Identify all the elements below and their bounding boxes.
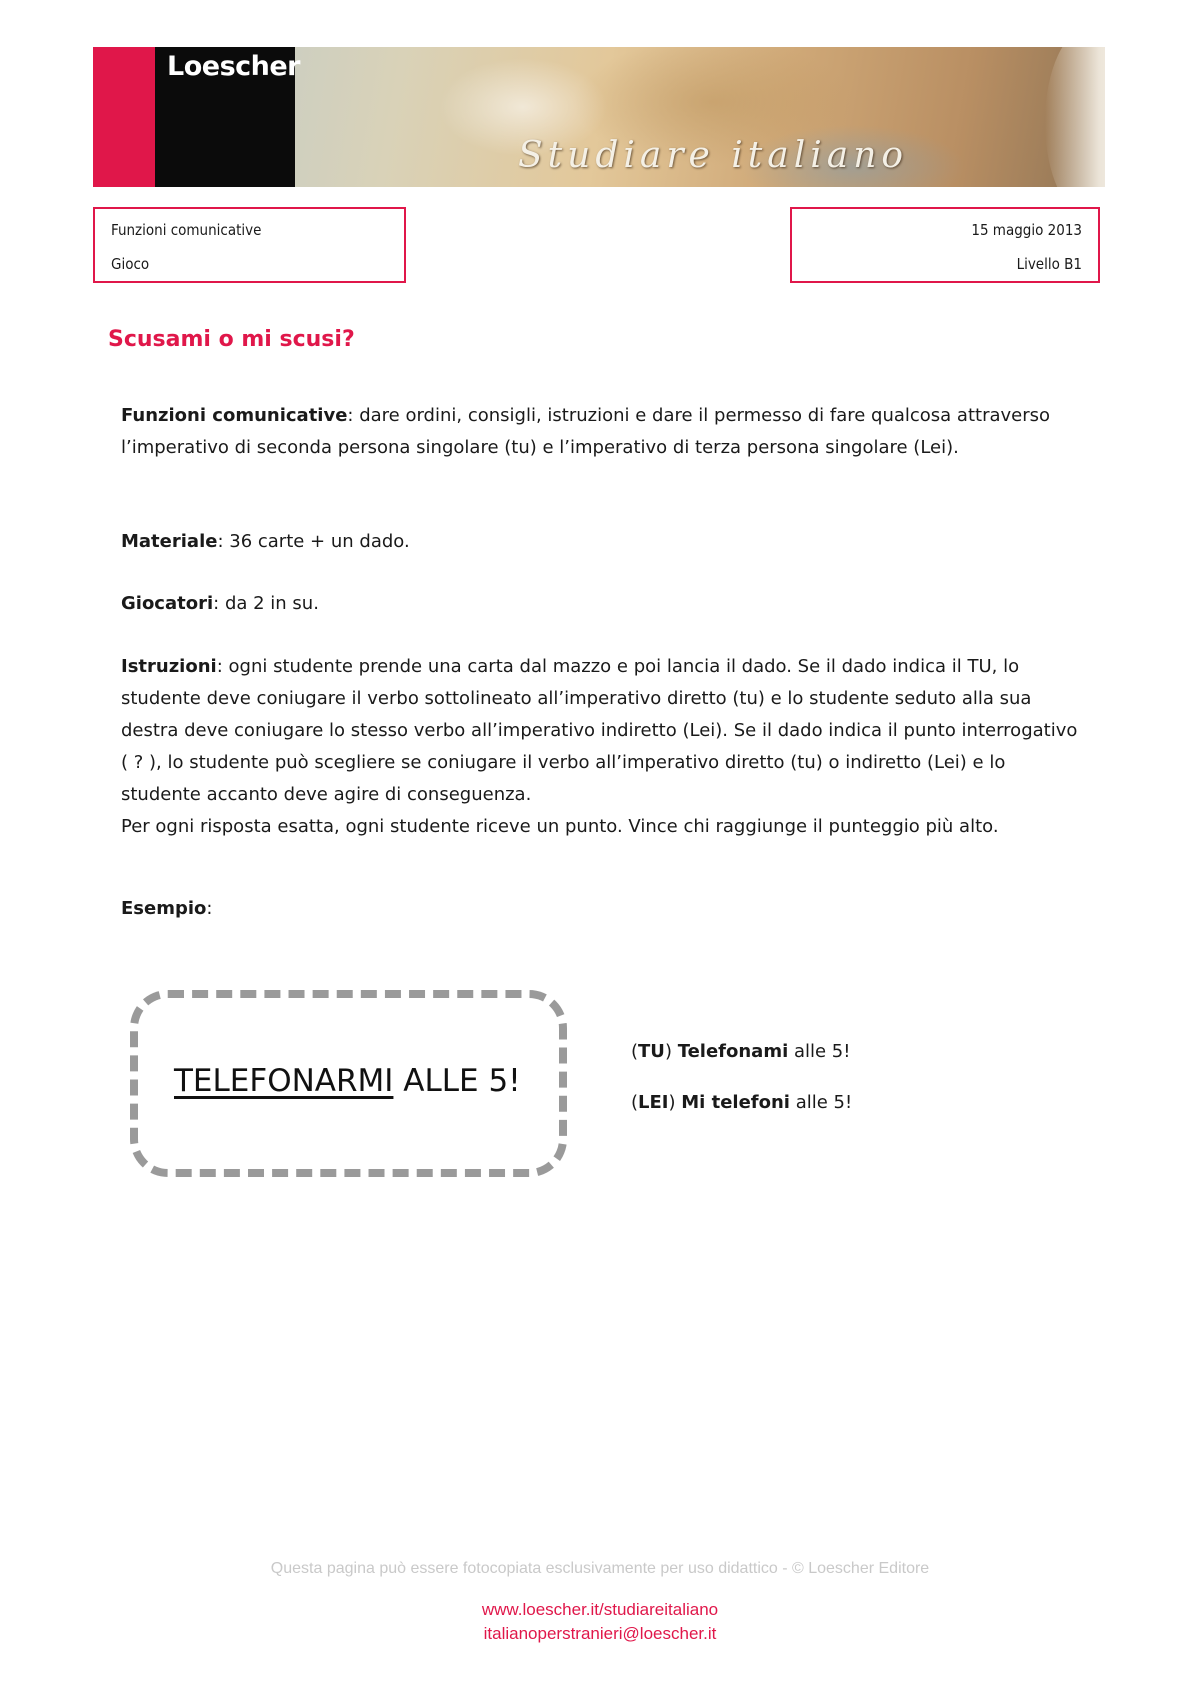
- example-tu-close: ): [664, 1041, 678, 1062]
- example-lei-rest: alle 5!: [789, 1092, 853, 1113]
- footer-copyright-note: Questa pagina può essere fotocopiata esclusivamente per uso didattico - © Loescher Editore: [270, 1560, 930, 1577]
- example-tu-pronoun: TU: [638, 1041, 665, 1062]
- example-tu-verb: Telefonami: [677, 1041, 789, 1062]
- example-lei-close: ): [668, 1092, 682, 1113]
- example-lei-pronoun: LEI: [638, 1092, 669, 1113]
- page-title: Scusami o mi scusi?: [108, 327, 355, 352]
- example-lei-open: (: [631, 1092, 639, 1113]
- section-istruzioni-text2: Per ogni risposta esatta, ogni studente riceve un punto. Vince chi raggiunge il punteggio più alto.: [121, 816, 999, 837]
- card-verb: TELEFONARMI: [174, 1063, 394, 1099]
- example-tu-open: (: [631, 1041, 639, 1062]
- footer-email-link[interactable]: italianoperstranieri@loescher.it: [483, 1624, 717, 1643]
- header-banner: [93, 47, 1105, 187]
- info-box-left: [93, 207, 406, 283]
- section-giocatori-label: Giocatori: [121, 593, 214, 614]
- info-date: 15 maggio 2013: [971, 221, 1082, 239]
- example-tu-rest: alle 5!: [788, 1041, 851, 1062]
- info-category: Funzioni comunicative: [111, 221, 262, 239]
- section-funzioni-label: Funzioni comunicative: [121, 405, 348, 426]
- example-lei-verb: Mi telefoni: [681, 1092, 790, 1113]
- section-esempio-label: Esempio: [121, 898, 207, 919]
- section-istruzioni: [121, 651, 1081, 843]
- loescher-logo: Loescher: [167, 51, 300, 82]
- section-istruzioni-label: Istruzioni: [121, 656, 217, 677]
- banner-title: Studiare italiano: [518, 135, 909, 176]
- card-rest: ALLE 5!: [393, 1063, 521, 1099]
- section-esempio: [121, 893, 1081, 925]
- footer-website-link[interactable]: www.loescher.it/studiareitaliano: [481, 1600, 719, 1619]
- section-esempio-suffix: :: [206, 898, 213, 919]
- section-funzioni-text: : dare ordini, consigli, istruzioni e dare il permesso di fare qualcosa attraverso l’imperativo di seconda persona singolare (tu) e l’imperativo di terza persona singolare (Lei).: [121, 405, 1051, 458]
- info-type: Gioco: [111, 255, 150, 273]
- section-materiale-text: : 36 carte + un dado.: [217, 531, 410, 552]
- banner-page-curl: [1045, 47, 1105, 187]
- section-giocatori: [121, 588, 1081, 620]
- example-card-text: [174, 1063, 521, 1099]
- example-tu: [631, 1040, 850, 1064]
- section-materiale: [121, 526, 1081, 558]
- info-box-right: [790, 207, 1100, 283]
- banner-red-stripe: [93, 47, 155, 187]
- section-giocatori-text: : da 2 in su.: [213, 593, 319, 614]
- section-funzioni: [121, 400, 1081, 464]
- section-istruzioni-text: : ogni studente prende una carta dal mazzo e poi lancia il dado. Se il dado indica il TU, lo studente deve coniugare il verbo sottolineato all’imperativo diretto (tu) e lo studente seduto alla sua destra deve coniugare lo stesso verbo all’imperativo indiretto (Lei). Se il dado indica il punto interrogativo ( ? ), lo studente può scegliere se coniugare il verbo all’imperativo diretto (tu) o indiretto (Lei) e lo studente accanto deve agire di conseguenza.: [121, 656, 1078, 805]
- section-materiale-label: Materiale: [121, 531, 218, 552]
- example-lei: [631, 1091, 852, 1115]
- info-level: Livello B1: [1016, 255, 1082, 273]
